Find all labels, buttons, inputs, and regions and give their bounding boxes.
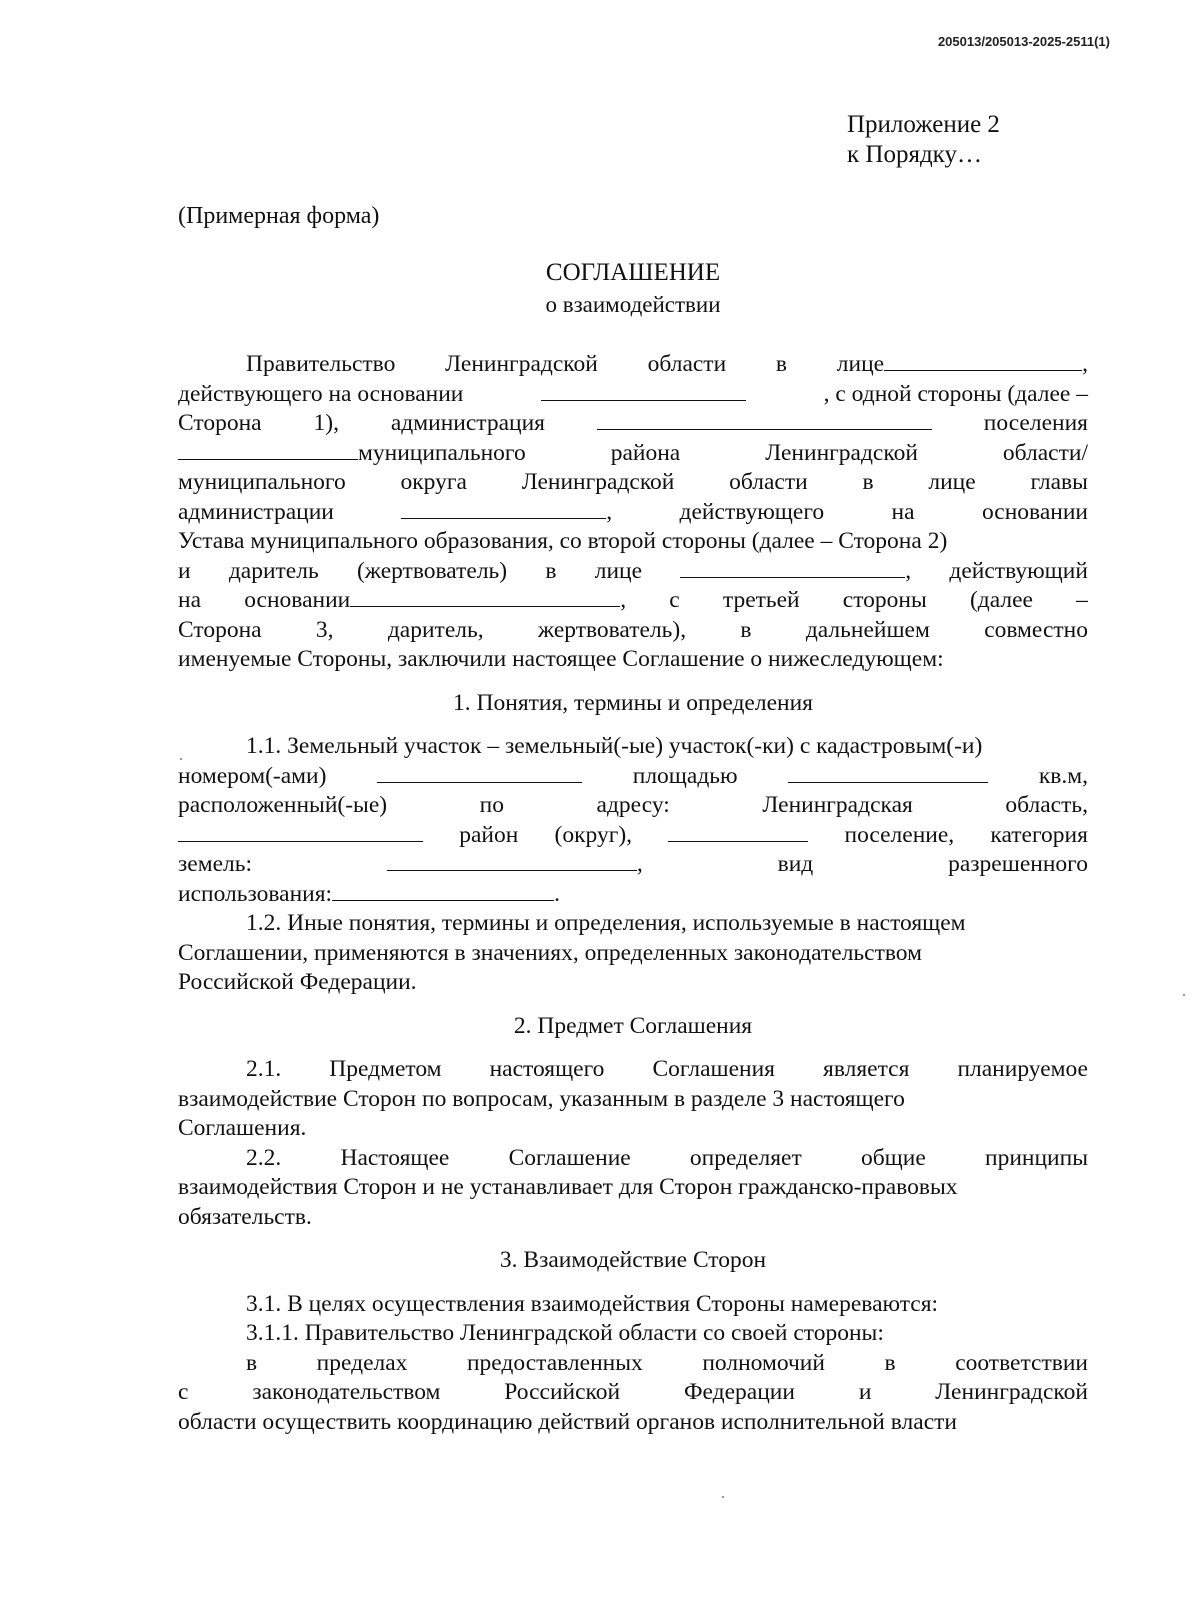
blank-field — [788, 762, 988, 783]
p11-line-3: расположенный(-ые) по адресу: Ленинградская область, — [178, 792, 1088, 818]
blank-field — [350, 586, 620, 607]
intro-line-2: действующего на основании , с одной стороны (далее – — [178, 380, 1088, 407]
intro-line-5: муниципального округа Ленинградской области в лице главы — [178, 469, 1088, 495]
intro-line-8: и даритель (жертвователь) в лице , действующий — [178, 557, 1088, 584]
blank-field — [387, 850, 637, 871]
p12-line-1: 1.2. Иные понятия, термины и определения, используемые в настоящем — [246, 910, 966, 936]
document-number: 205013/205013-2025-2511(1) — [937, 34, 1110, 49]
section-heading-2: 2. Предмет Соглашения — [513, 1012, 753, 1039]
intro-line-9: на основании , с третьей стороны (далее – — [178, 587, 1088, 613]
p311-line: 3.1.1. Правительство Ленинградской области со своей стороны: — [246, 1320, 884, 1346]
p12-line-3: Российской Федерации. — [178, 969, 417, 995]
blank-field — [884, 350, 1082, 371]
p311-text-line-2: с законодательством Российской Федерации и Ленинградской — [178, 1379, 1088, 1405]
blank-field — [668, 821, 808, 842]
blank-field — [401, 498, 606, 519]
section-heading-1: 1. Понятия, термины и определения — [453, 689, 813, 716]
p21-line-2: взаимодействие Сторон по вопросам, указанным в разделе 3 настоящего — [178, 1085, 905, 1112]
blank-field — [680, 557, 905, 578]
blank-field — [597, 409, 932, 430]
section-heading-3: 3. Взаимодействие Сторон — [499, 1247, 767, 1273]
p12-line-2: Соглашении, применяются в значениях, определенных законодательством — [178, 939, 922, 966]
intro-line-4: муниципального района Ленинградской области/ — [178, 439, 1088, 469]
p21-line-1: 2.1. Предметом настоящего Соглашения является планируемое — [246, 1056, 1088, 1082]
blank-field — [332, 880, 554, 901]
p22-line-2: взаимодействия Сторон и не устанавливает для Сторон гражданско-правовых — [178, 1174, 958, 1200]
intro-line-6: администрации , действующего на основании — [178, 498, 1088, 525]
p311-text-line-1: в пределах предоставленных полномочий в соответствии — [246, 1349, 1088, 1376]
intro-line-11: именуемые Стороны, заключили настоящее Соглашение о нижеследующем: — [178, 646, 944, 672]
intro-line-10: Сторона 3, даритель, жертвователь), в дальнейшем совместно — [178, 616, 1088, 643]
document-title: СОГЛАШЕНИЕ — [545, 259, 721, 286]
intro-line-3: Сторона 1), администрация поселения — [178, 410, 1088, 436]
p21-line-3: Соглашения. — [178, 1115, 307, 1141]
blank-field — [541, 380, 746, 401]
appendix-line-2: к Порядку… — [847, 141, 982, 168]
p11-line-4: район (округ), поселение, категория — [178, 821, 1088, 851]
document-body — [178, 350, 1088, 1437]
appendix-line-1: Приложение 2 — [847, 111, 1000, 138]
scan-speck — [180, 758, 182, 760]
form-label: (Примерная форма) — [178, 203, 380, 229]
intro-line-7: Устава муниципального образования, со второй стороны (далее – Сторона 2) — [178, 528, 948, 554]
scan-speck — [722, 1496, 724, 1498]
p11-line-5: земель: , вид разрешенного — [178, 851, 1088, 877]
intro-line-1: Правительство Ленинградской области в лице , — [246, 351, 1088, 377]
p31-line: 3.1. В целях осуществления взаимодействия Стороны намереваются: — [246, 1290, 939, 1317]
blank-field — [377, 762, 582, 783]
p22-line-1: 2.2. Настоящее Соглашение определяет общие принципы — [246, 1144, 1088, 1171]
p311-text-line-3: области осуществить координацию действий органов исполнительной власти — [178, 1408, 957, 1435]
document-subtitle: о взаимодействии — [545, 292, 721, 317]
scan-speck — [1183, 994, 1185, 996]
p11-line-6: использования: . — [178, 880, 560, 907]
p11-line-2: номером(-ами) площадью кв.м, — [178, 762, 1088, 789]
p22-line-3: обязательств. — [178, 1203, 312, 1230]
appendix-block — [847, 110, 1000, 170]
blank-field — [178, 439, 358, 460]
blank-field — [178, 821, 423, 842]
p11-line-1: 1.1. Земельный участок – земельный(-ые) участок(-ки) с кадастровым(-и) — [246, 733, 983, 759]
